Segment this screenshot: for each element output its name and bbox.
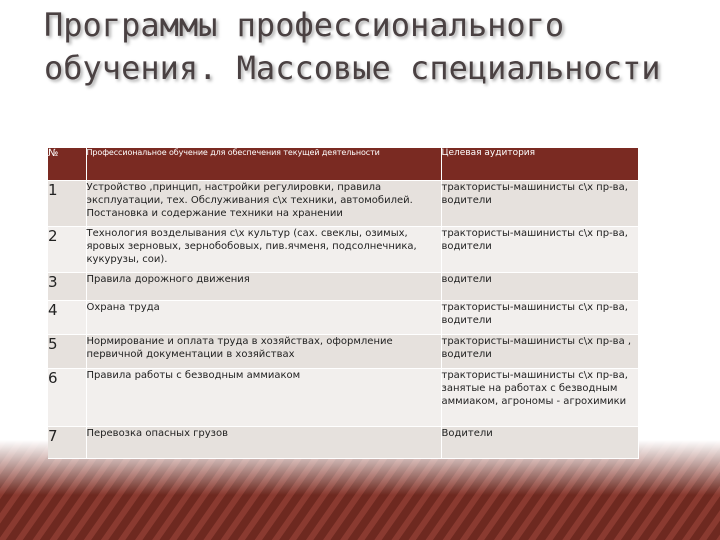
row-number: 3 (48, 272, 86, 300)
table-row (48, 426, 638, 458)
row-audience: водители (441, 272, 638, 300)
row-number: 5 (48, 334, 86, 368)
row-number: 2 (48, 226, 86, 272)
header-program: Профессиональное обучение для обеспечения текущей деятельности (86, 148, 441, 180)
row-program: Технология возделывания с\х культур (сах. свеклы, озимых, яровых зерновых, зернобобовых, пив.ячменя, подсолнечника, кукурузы, сои). (86, 226, 441, 272)
row-audience: трактористы-машинисты с\х пр-ва, водители (441, 180, 638, 226)
row-number: 7 (48, 426, 86, 458)
row-program: Устройство ,принцип, настройки регулировки, правила эксплуатации, тех. Обслуживания с\х техники, автомобилей. Постановка и содержание техники на хранении (86, 180, 441, 226)
row-program: Правила дорожного движения (86, 272, 441, 300)
table-row (48, 300, 638, 334)
row-audience: трактористы-машинисты с\х пр-ва , водители (441, 334, 638, 368)
table-row (48, 180, 638, 226)
table-row (48, 272, 638, 300)
row-audience: трактористы-машинисты с\х пр-ва, водители (441, 300, 638, 334)
table-row (48, 226, 638, 272)
row-audience: Водители (441, 426, 638, 458)
row-program: Перевозка опасных грузов (86, 426, 441, 458)
row-program: Нормирование и оплата труда в хозяйствах, оформление первичной документации в хозяйствах (86, 334, 441, 368)
table-row (48, 334, 638, 368)
row-program: Правила работы с безводным аммиаком (86, 368, 441, 426)
table-header-row (48, 148, 638, 180)
table-row (48, 368, 638, 426)
row-program: Охрана труда (86, 300, 441, 334)
row-number: 4 (48, 300, 86, 334)
row-number: 6 (48, 368, 86, 426)
header-number: № (48, 148, 86, 180)
page-title: Программы профессионального обучения. Массовые специальности (44, 6, 661, 87)
programs-table (48, 148, 639, 459)
header-audience: Целевая аудитория (441, 148, 638, 180)
row-audience: трактористы-машинисты с\х пр-ва, занятые на работах с безводным аммиаком, агрономы - агрохимики (441, 368, 638, 426)
row-audience: трактористы-машинисты с\х пр-ва, водители (441, 226, 638, 272)
row-number: 1 (48, 180, 86, 226)
